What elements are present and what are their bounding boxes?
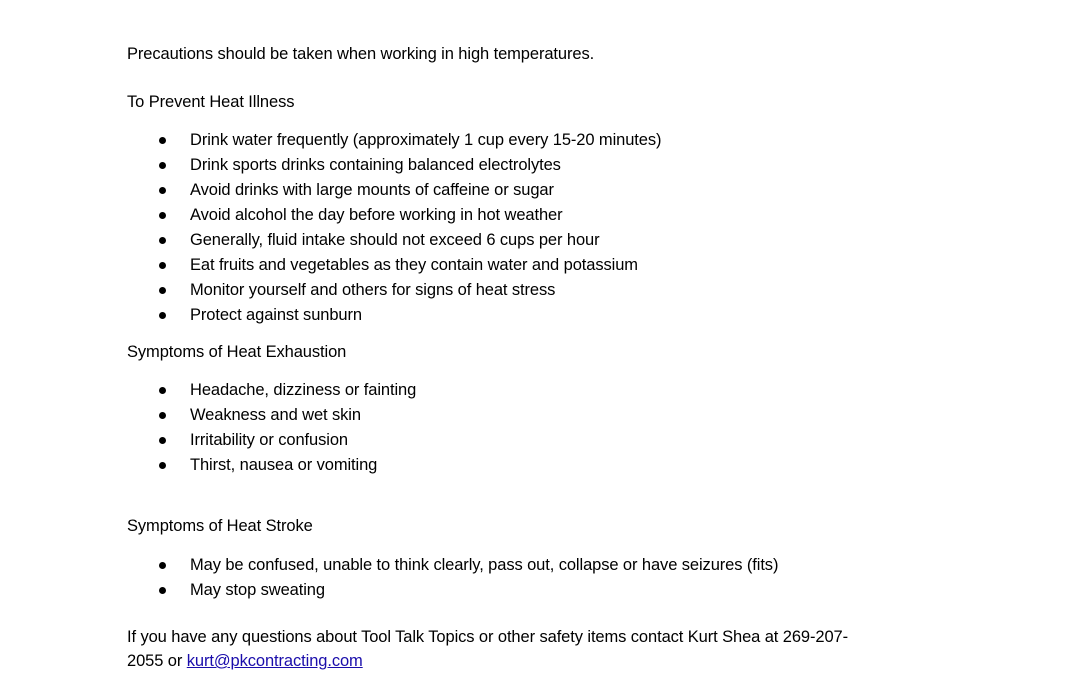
bullet-icon: [159, 437, 166, 444]
document-page: Precautions should be taken when working in high temperatures. To Prevent Heat Illness Drink water frequently (approximately 1 cup every 15-20 minutes) Drink sports drinks containing balanced electrolytes Avoid drinks with large mounts of caffeine or sugar Avoid alcohol the day before working in hot weather Generally, fluid intake should not exceed 6 cups per hour Eat fruits and vegetables as they contain water and potassium Monitor yourself and others for signs of heat stress Protect against sunburn Symptoms of Heat Exhaustion Headache, dizziness or fainting Weakness and wet skin Irritability or confusion Thirst, nausea or vomiting Symptoms of Heat Stroke May be confused, unable to think clearly, pass out, collapse or have seizures (fits) May stop sweating If you have any questions about Tool Talk Topics or other safety items contact Kurt Shea at 269-207- 2055 or kurt@pkcontracting.com: [127, 45, 849, 670]
bullet-icon: [159, 387, 166, 394]
email-link[interactable]: kurt@pkcontracting.com: [186, 652, 363, 670]
bullet-icon: [159, 287, 166, 294]
prevent-heading: To Prevent Heat Illness: [127, 93, 295, 111]
intro-text: Precautions should be taken when working in high temperatures.: [127, 45, 595, 63]
bullet-icon: [159, 562, 166, 569]
bullet-icon: [159, 187, 166, 194]
stroke-heading: Symptoms of Heat Stroke: [127, 517, 313, 535]
contact-prefix: 2055 or: [127, 652, 187, 670]
bullet-icon: [159, 587, 166, 594]
exhaustion-heading: Symptoms of Heat Exhaustion: [127, 343, 347, 361]
bullet-icon: [159, 137, 166, 144]
bullet-icon: [159, 412, 166, 419]
bullet-icon: [159, 262, 166, 269]
bullet-icon: [159, 312, 166, 319]
bullet-icon: [159, 237, 166, 244]
bullet-icon: [159, 212, 166, 219]
contact-line-2: [127, 650, 363, 672]
contact-line-1: If you have any questions about Tool Talk Topics or other safety items contact Kurt Shea at 269-207-: [127, 628, 849, 646]
bullet-icon: [159, 462, 166, 469]
bullet-icon: [159, 162, 166, 169]
